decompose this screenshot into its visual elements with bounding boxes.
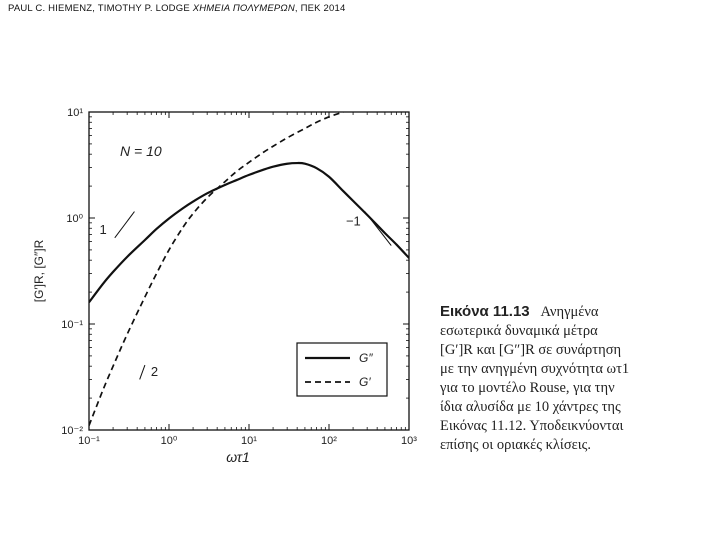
caption-line-4: για το μοντέλο Rouse, για την bbox=[440, 380, 615, 396]
y-tick-label: 10⁻¹ bbox=[61, 319, 83, 331]
slope-marker-label: 2 bbox=[150, 364, 159, 380]
x-tick-label: 10³ bbox=[401, 435, 417, 447]
header-authors: PAUL C. HIEMENZ, TIMOTHY P. LODGE bbox=[8, 3, 193, 14]
caption-line-0 bbox=[440, 302, 700, 322]
x-tick-label: 10⁻¹ bbox=[78, 435, 100, 447]
series-line-g-double-prime bbox=[89, 163, 409, 302]
x-tick-label: 10¹ bbox=[241, 435, 257, 447]
caption-line-2: [G′]R και [G″]R σε συνάρτηση bbox=[440, 342, 622, 358]
y-axis-label: [G′]R, [G″]R bbox=[32, 239, 46, 303]
slope-marker-line bbox=[365, 212, 391, 246]
header-book-title: ΧΗΜΕΙΑ ΠΟΛΥΜΕΡΩΝ bbox=[192, 3, 295, 14]
n-annotation: N = 10 bbox=[120, 143, 162, 159]
caption-line-3: με την ανηγμένη συχνότητα ωτ1 bbox=[440, 361, 630, 377]
x-tick-label: 10⁰ bbox=[160, 435, 178, 447]
slope-marker-label: −1 bbox=[345, 213, 361, 229]
y-tick-label: 10¹ bbox=[67, 107, 83, 119]
legend bbox=[297, 343, 387, 396]
caption-title: Εικόνα 11.13 bbox=[440, 303, 530, 320]
y-tick-label: 10⁰ bbox=[66, 213, 83, 225]
x-tick-label: 10² bbox=[321, 435, 337, 447]
y-tick-label: 10⁻² bbox=[61, 425, 83, 437]
legend-label-gp: G′ bbox=[359, 375, 371, 389]
caption-first-words: Ανηγμένα bbox=[540, 304, 599, 320]
header-publisher: , ΠΕΚ 2014 bbox=[294, 3, 346, 14]
caption-line-1: εσωτερικά δυναμικά μέτρα bbox=[440, 323, 598, 339]
slope-marker-line bbox=[115, 212, 135, 238]
figure-caption bbox=[440, 302, 700, 455]
legend-label-gpp: G″ bbox=[359, 351, 373, 365]
caption-line-7: επίσης οι οριακές κλίσεις. bbox=[440, 437, 592, 453]
x-axis-label: ωτ1 bbox=[226, 449, 250, 465]
caption-line-5: ίδια αλυσίδα με 10 χάντρες της bbox=[440, 399, 621, 415]
legend-box bbox=[297, 343, 387, 396]
slope-marker-line bbox=[140, 365, 145, 379]
slope-marker-label: 1 bbox=[99, 221, 107, 237]
caption-line-6: Εικόνας 11.12. Υποδεικνύονται bbox=[440, 418, 624, 434]
